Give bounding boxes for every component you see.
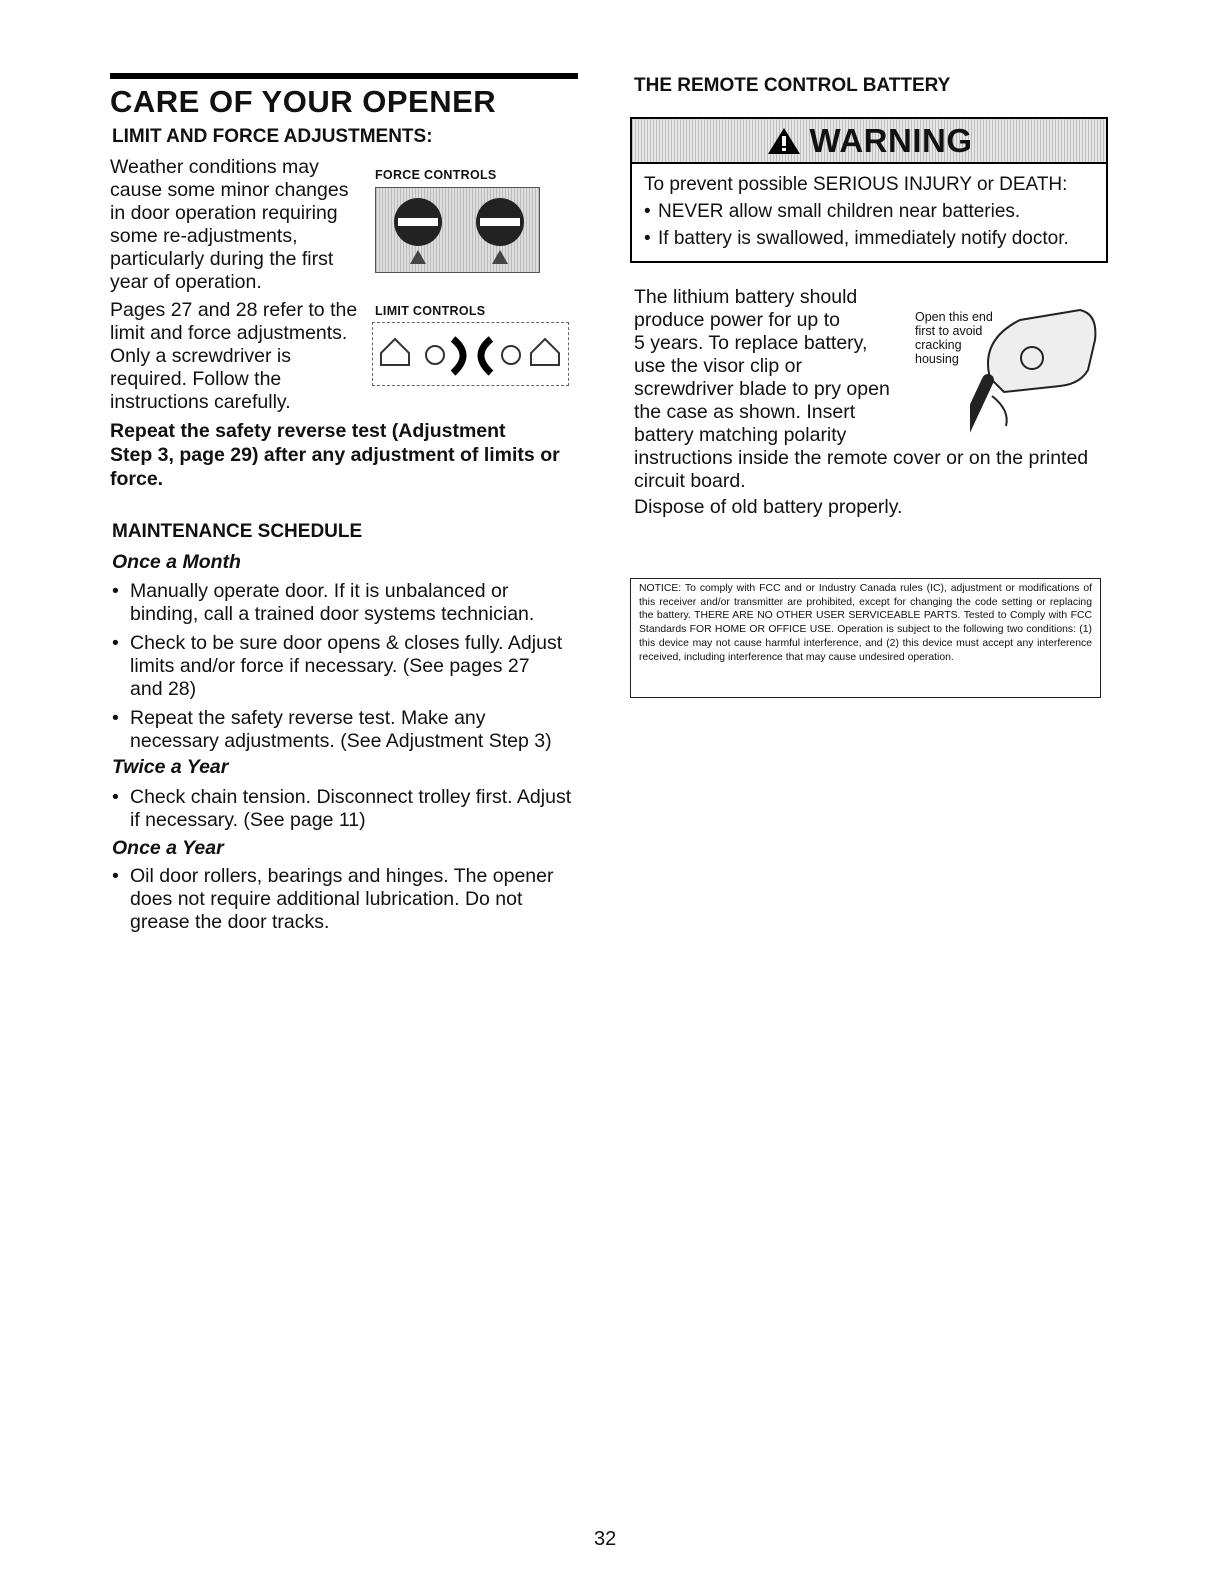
remote-caption: Open this end first to avoid cracking housing [915, 310, 993, 366]
remote-screwdriver-icon [970, 300, 1110, 445]
once-year-list [110, 865, 590, 940]
force-controls-figure [375, 187, 540, 273]
warning-box [630, 117, 1108, 263]
battery-paragraph: The lithium battery should produce power for up to 5 years. To replace battery, use the visor clip or screwdriver blade to pry open the case as shown. Insert battery matching polarity instructions inside the remote cover or on the printed circuit board. [634, 286, 1089, 492]
force-controls-label: FORCE CONTROLS [375, 168, 497, 182]
once-year-heading: Once a Year [112, 837, 224, 859]
dispose-text: Dispose of old battery properly. [634, 496, 903, 518]
twice-year-heading: Twice a Year [112, 756, 229, 778]
warning-title: WARNING [809, 121, 973, 159]
repeat-test-note: Repeat the safety reverse test (Adjustment Step 3, page 29) after any adjustment of limits or force. [110, 420, 560, 490]
battery-heading: THE REMOTE CONTROL BATTERY [634, 75, 951, 96]
page-number: 32 [594, 1528, 617, 1550]
limit-controls-label: LIMIT CONTROLS [375, 304, 486, 318]
intro-paragraph: Weather conditions may cause some minor changes in door operation requiring some re-adjustments, particularly during the first year of operation. [110, 156, 349, 293]
list-item: • Check to be sure door opens & closes fully. Adjust limits and/or force if necessary. (See pages 27 and 28) [110, 632, 590, 701]
twice-year-list [110, 786, 590, 838]
limit-screws-icon [373, 323, 568, 385]
fcc-notice: NOTICE: To comply with FCC and or Industry Canada rules (IC), adjustment or modifications of this receiver and/or transmitter are prohibited, except for changing the code setting or replacing the battery. THERE ARE NO OTHER USER SERVICEABLE PARTS. Tested to Comply with FCC Standards FOR HOME OR OFFICE USE. Operation is subject to the following two conditions: (1) this device may not cause harmful interference, and (2) this device must accept any interference received, including interference that may cause undesired operation. [630, 578, 1101, 698]
list-item: • Oil door rollers, bearings and hinges. The opener does not require additional lubrication. Do not grease the door tracks. [110, 865, 590, 934]
force-dials-icon [376, 188, 539, 272]
pages-paragraph: Pages 27 and 28 refer to the limit and force adjustments. Only a screwdriver is required. Follow the instructions carefully. [110, 299, 358, 413]
list-item: • Repeat the safety reverse test. Make any necessary adjustments. (See Adjustment Step 3) [110, 707, 590, 753]
warning-banner [632, 119, 1106, 164]
warning-text: To prevent possible SERIOUS INJURY or DEATH: • NEVER allow small children near batteries. • If battery is swallowed, immediately notify doctor. [632, 164, 1106, 252]
list-item: • Check chain tension. Disconnect trolley first. Adjust if necessary. (See page 11) [110, 786, 590, 832]
once-month-heading: Once a Month [112, 551, 241, 573]
warning-triangle-icon [766, 126, 802, 156]
page-title: CARE OF YOUR OPENER [110, 84, 497, 119]
limit-controls-figure [372, 322, 569, 386]
list-item: • Manually operate door. If it is unbalanced or binding, call a trained door systems technician. [110, 580, 590, 626]
title-rule [110, 73, 578, 79]
limit-heading: LIMIT AND FORCE ADJUSTMENTS: [112, 126, 433, 147]
once-month-list [110, 580, 590, 759]
maintenance-heading: MAINTENANCE SCHEDULE [112, 521, 363, 542]
